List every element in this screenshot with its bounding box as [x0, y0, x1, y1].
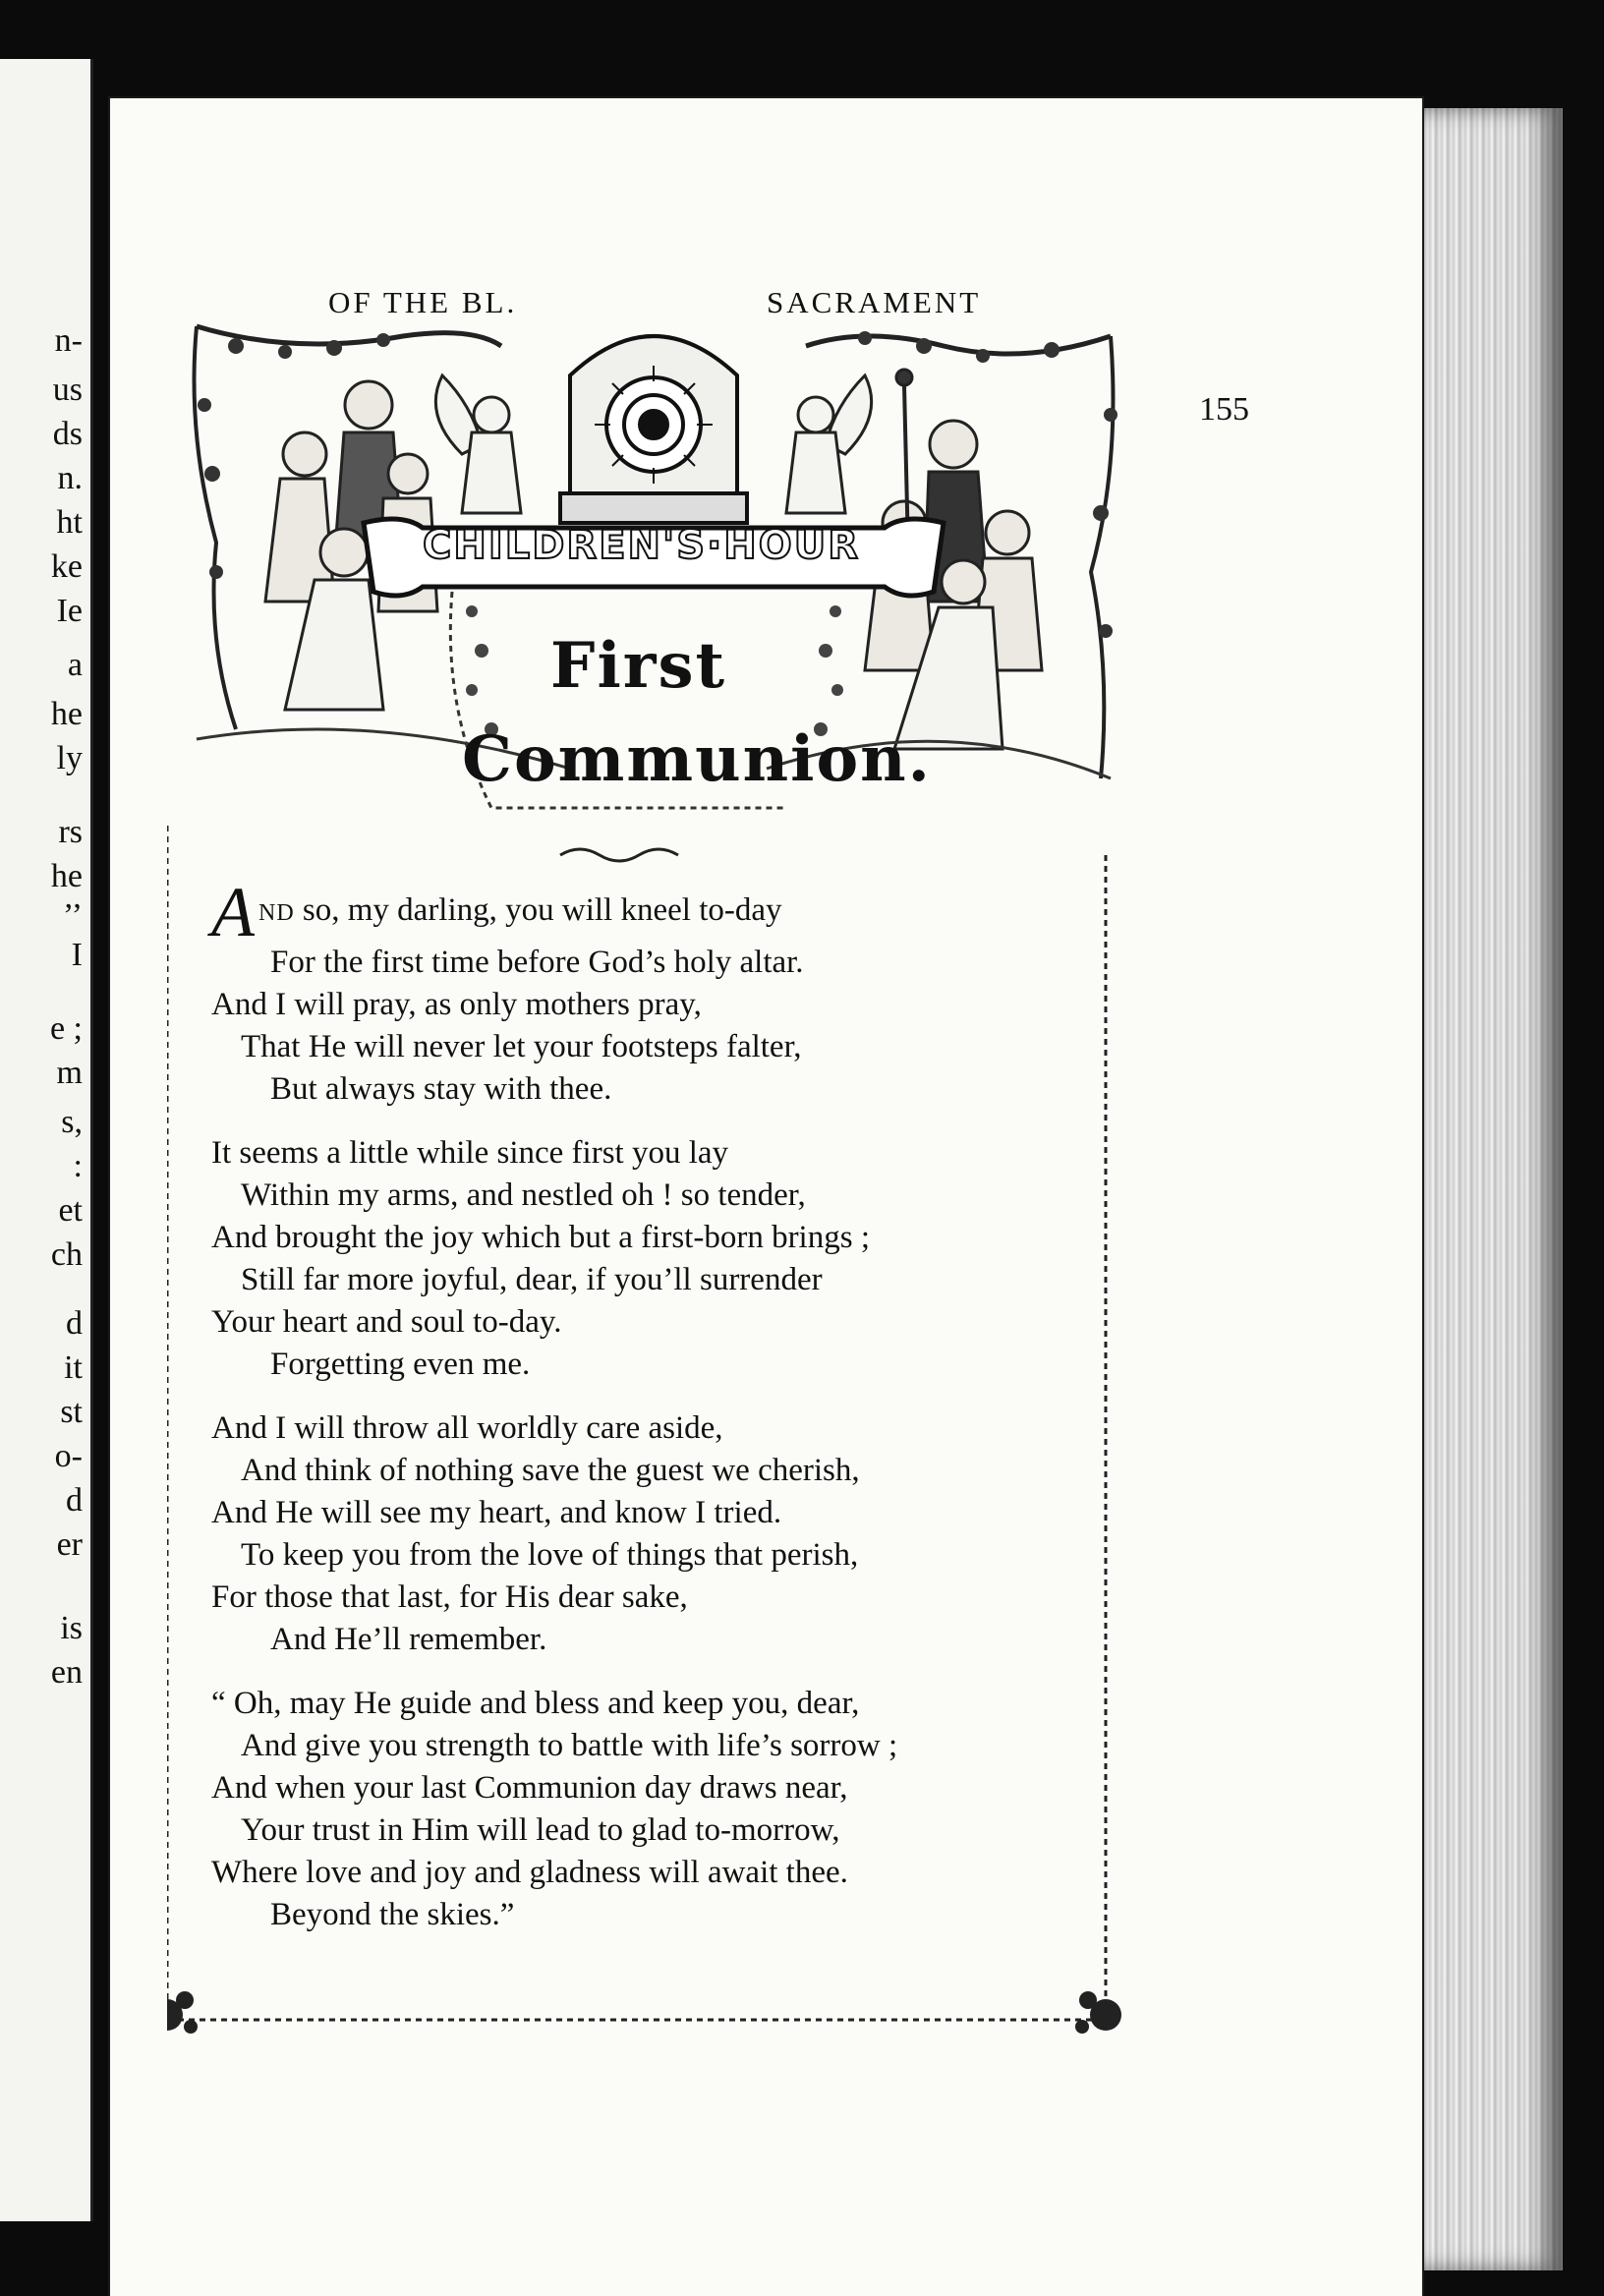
poem-stanza — [211, 1407, 1076, 1661]
facing-page-text: s, — [61, 1104, 83, 1140]
facing-page-text: Ie — [56, 593, 83, 629]
garland — [806, 336, 1111, 354]
poem-line-text: And brought the joy which but a first-born brings ; — [211, 1219, 870, 1255]
poem-line-text: And give you strength to battle with life’s sorrow ; — [241, 1727, 898, 1763]
poem-stanza — [211, 1683, 1076, 1936]
poem-line — [211, 1894, 1076, 1936]
facing-page-text: rs — [58, 814, 83, 850]
corner-ornament-right — [1075, 1991, 1121, 2034]
poem-line-text: That He will never let your footsteps falter, — [241, 1028, 802, 1064]
facing-page-text: he — [50, 696, 83, 732]
poem-line — [211, 1683, 1076, 1725]
facing-page-text: it — [64, 1349, 83, 1386]
poem-line-text: And He will see my heart, and know I tried. — [211, 1494, 782, 1530]
poem-line-text: But always stay with thee. — [270, 1070, 612, 1107]
poem-line-text: And I will pray, as only mothers pray, — [211, 986, 702, 1022]
poem-line-text: For the first time before God’s holy altar. — [270, 944, 804, 980]
facing-page-text: en — [50, 1654, 83, 1691]
first-word-smallcaps: ND — [258, 900, 295, 926]
poem-line-text: Still far more joyful, dear, if you’ll surrender — [241, 1261, 823, 1297]
banner-title: CHILDREN'S·HOUR — [423, 523, 861, 568]
facing-page-text: d — [66, 1305, 83, 1342]
poem — [211, 873, 1076, 1958]
facing-page-fragment — [0, 59, 93, 2221]
facing-page-text: a — [67, 647, 83, 683]
corner-ornament-left — [167, 1991, 198, 2034]
facing-page-text: m — [56, 1055, 83, 1091]
facing-page-text: ke — [50, 548, 83, 585]
facing-page-text: ht — [56, 504, 83, 541]
angel-right — [786, 375, 872, 513]
poem-line-text: Within my arms, and nestled oh ! so tender, — [241, 1177, 806, 1213]
poem-line — [211, 984, 1076, 1026]
poem-line-text: so, my darling, you will kneel to-day — [294, 892, 782, 928]
facing-page-text: ly — [56, 740, 83, 776]
angel-left — [435, 375, 521, 513]
facing-page-text: o- — [54, 1438, 83, 1474]
facing-page-text: n- — [54, 322, 83, 359]
poem-stanza — [211, 873, 1076, 1111]
page-number: 155 — [1199, 391, 1249, 428]
poem-line-text: Forgetting even me. — [270, 1346, 531, 1382]
poem-line-text: It seems a little while since first you lay — [211, 1134, 729, 1171]
running-head-left: OF THE BL. — [328, 285, 518, 319]
poem-line — [211, 1026, 1076, 1068]
poem-line — [211, 1577, 1076, 1619]
poem-line — [211, 942, 1076, 984]
poem-line — [211, 873, 1076, 951]
poem-line-text: Your heart and soul to-day. — [211, 1303, 562, 1340]
poem-line — [211, 1809, 1076, 1852]
poem-line — [211, 1725, 1076, 1767]
poem-line — [211, 1534, 1076, 1577]
facing-page-text: : — [73, 1148, 83, 1184]
poem-line — [211, 1132, 1076, 1175]
poem-line — [211, 1301, 1076, 1344]
poem-line — [211, 1068, 1076, 1111]
heading-communion: Communion. — [462, 722, 932, 796]
poem-line-text: And He’ll remember. — [270, 1621, 547, 1657]
facing-page-text: d — [66, 1482, 83, 1519]
poem-line-text: And think of nothing save the guest we cherish, — [241, 1452, 860, 1488]
poem-line — [211, 1767, 1076, 1809]
poem-line-text: Beyond the skies.” — [270, 1896, 515, 1932]
poem-line — [211, 1344, 1076, 1386]
facing-page-text: et — [58, 1192, 83, 1229]
poem-line-text: For those that last, for His dear sake, — [211, 1578, 688, 1615]
poem-line — [211, 1407, 1076, 1450]
poem-line — [211, 1619, 1076, 1661]
poem-line — [211, 1259, 1076, 1301]
poem-line — [211, 1217, 1076, 1259]
book-page-edges — [1415, 108, 1563, 2270]
poem-line — [211, 1450, 1076, 1492]
facing-page-text: ds — [52, 416, 83, 452]
poem-line-text: And I will throw all worldly care aside, — [211, 1409, 723, 1446]
poem-line-text: Where love and joy and gladness will await thee. — [211, 1854, 848, 1890]
poem-stanza — [211, 1132, 1076, 1386]
poem-line — [211, 1492, 1076, 1534]
facing-page-text: he — [50, 858, 83, 894]
poem-line-text: To keep you from the love of things that perish, — [241, 1536, 859, 1573]
facing-page-text: is — [60, 1610, 83, 1646]
facing-page-text: st — [60, 1394, 83, 1430]
facing-page-text: e ; — [49, 1010, 83, 1047]
facing-page-text: I — [71, 937, 83, 973]
poem-line — [211, 1852, 1076, 1894]
poem-line-text: Your trust in Him will lead to glad to-morrow, — [241, 1811, 840, 1848]
monstrance — [560, 336, 747, 523]
facing-page-text: us — [52, 372, 83, 408]
poem-line-text: “ Oh, may He guide and bless and keep you, dear, — [211, 1685, 860, 1721]
heading-first: First — [550, 629, 727, 703]
facing-page-text: n. — [57, 460, 83, 496]
running-head-right: SACRAMENT — [767, 285, 982, 319]
facing-page-text: ’’ — [62, 897, 83, 934]
drop-cap: A — [211, 873, 255, 951]
poem-line-text: And when your last Communion day draws near, — [211, 1769, 848, 1806]
poem-line — [211, 1175, 1076, 1217]
facing-page-text: ch — [50, 1236, 83, 1273]
facing-page-text: er — [56, 1526, 83, 1563]
